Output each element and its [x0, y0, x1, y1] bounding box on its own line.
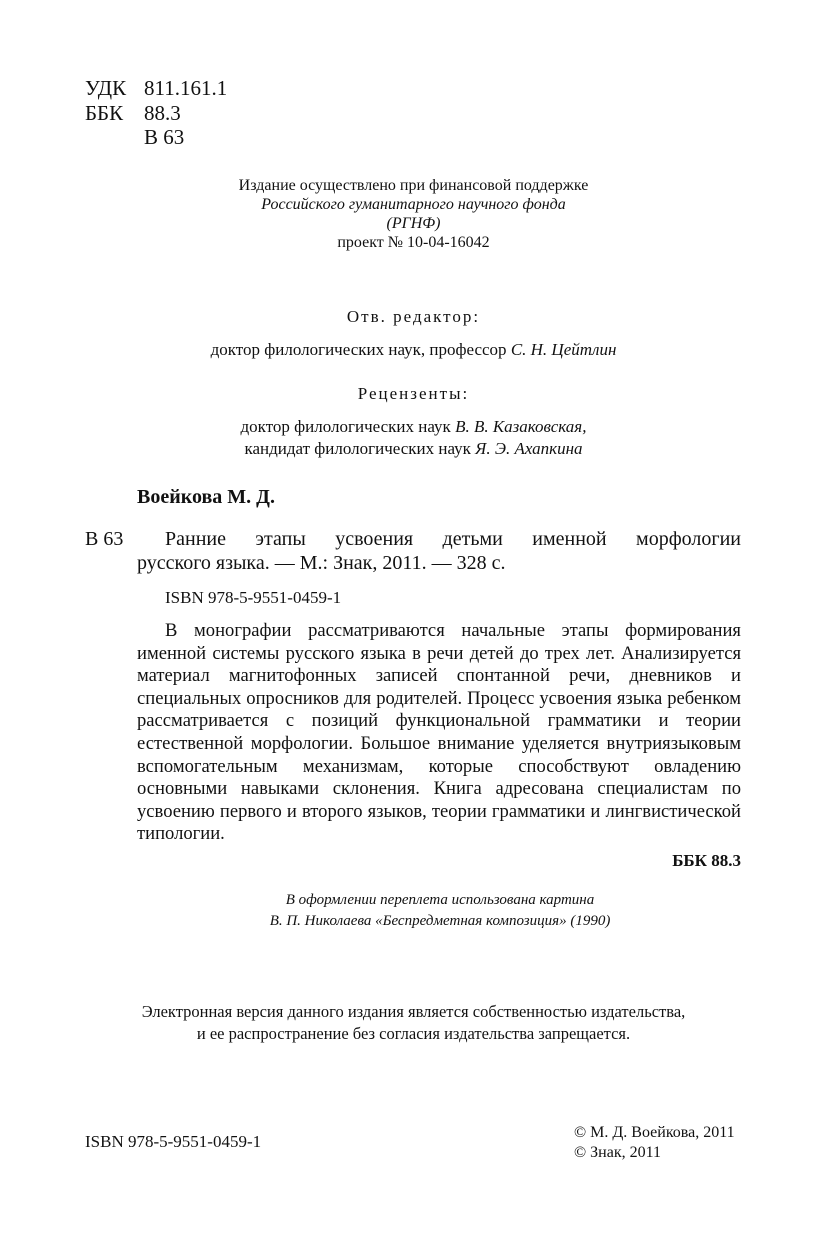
editor-text: доктор филологических наук, профессор: [210, 340, 511, 359]
udk-value: 811.161.1: [144, 76, 228, 100]
cover-note-line-2: В. П. Николаева «Беспредметная композиция» (1990): [269, 913, 611, 929]
footer-isbn: ISBN 978-5-9551-0459-1: [85, 1132, 262, 1151]
grant-line-1: Издание осуществлено при финансовой поддержке: [238, 177, 589, 194]
grant-line-4: проект № 10-04-16042: [337, 234, 490, 251]
book-title-line-2: русского языка. — М.: Знак, 2011. — 328 с.: [137, 552, 506, 574]
reviewer-line-1: [0, 416, 827, 437]
grant-line-2: Российского гуманитарного научного фонда: [261, 196, 566, 213]
editor-heading: Отв. редактор:: [346, 307, 481, 326]
abstract-text: В монографии рассматриваются начальные этапы формирования именной системы русского языка в речи детей до трех лет. Анализируется материал магнитофонных записей спонтанной речи, дневников и специальных опросников для родителей. Процесс усвоения языка ребенком рассматривается с позиций функциональной грамматики и теории естественной морфологии. Большое внимание уделяется внутриязыковым вспомогательным механизмам, которые способствуют овладению основными навыками склонения. Книга адресована специалистам по усвоению первого и второго языков, теории грамматики и лингвистической типологии.: [137, 620, 741, 845]
notice-line-1: Электронная версия данного издания является собственностью издательства,: [141, 1002, 686, 1021]
reviewer-text: доктор филологических наук: [240, 417, 456, 436]
book-title-line-1: Ранние этапы усвоения детьми именной морфологии: [165, 528, 741, 550]
editor-line: [0, 339, 827, 360]
bbk-label: ББК: [85, 101, 124, 125]
book-mark: В 63: [85, 528, 124, 550]
editor-name: С. Н. Цейтлин: [510, 340, 617, 359]
reviewers-heading: Рецензенты:: [357, 384, 470, 403]
book-bbk: ББК 88.3: [672, 851, 741, 870]
udk-label: УДК: [85, 76, 127, 100]
grant-line-3: (РГНФ): [386, 215, 441, 232]
notice-line-2: и ее распространение без согласия издательства запрещается.: [196, 1024, 631, 1043]
reviewer-name: Я. Э. Ахапкина: [475, 439, 583, 458]
reviewer-text: кандидат филологических наук: [244, 439, 476, 458]
cover-note-line-1: В оформлении переплета использована картина: [285, 892, 595, 908]
book-isbn: ISBN 978-5-9551-0459-1: [165, 588, 342, 607]
reviewer-line-2: [0, 438, 827, 459]
author-mark: В 63: [144, 125, 185, 149]
book-abstract: [137, 620, 741, 846]
bbk-value: 88.3: [144, 101, 181, 125]
reviewer-name: В. В. Казаковская,: [455, 417, 587, 436]
book-author: Воейкова М. Д.: [137, 486, 275, 508]
footer-copyright-2: © Знак, 2011: [574, 1144, 662, 1161]
footer-copyright-1: © М. Д. Воейкова, 2011: [574, 1124, 735, 1141]
